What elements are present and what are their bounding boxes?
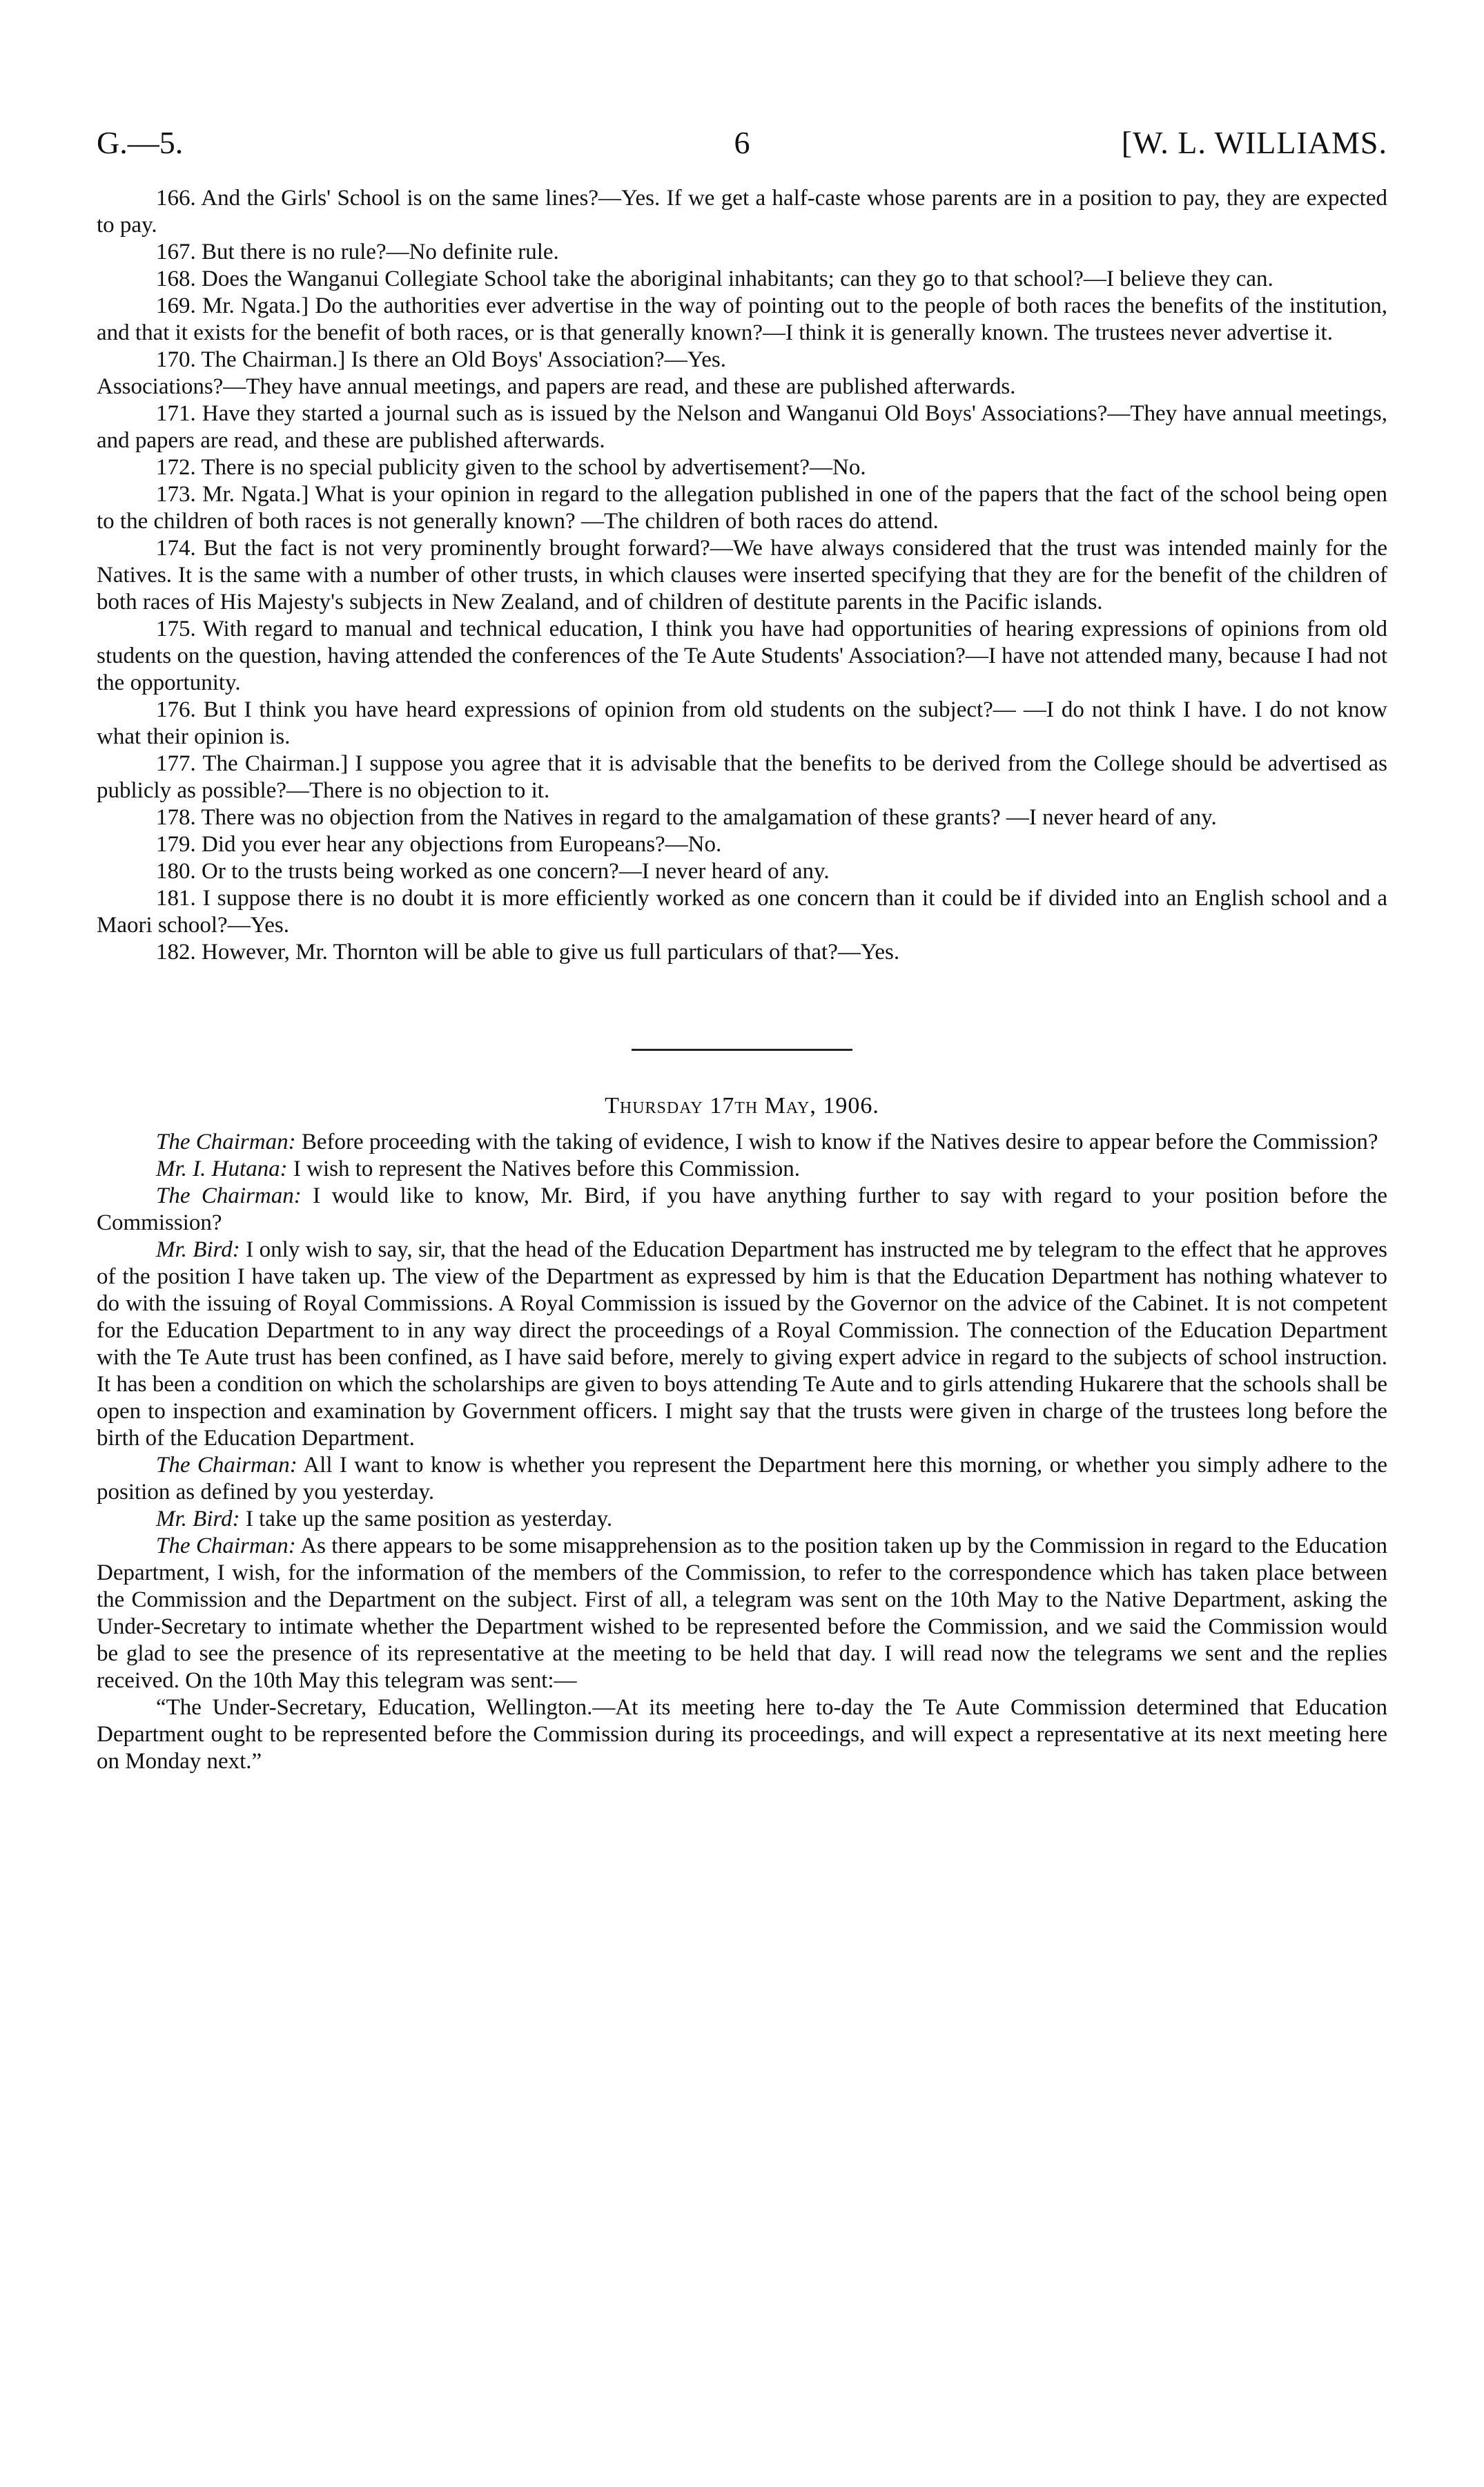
statement-text: I would like to know, Mr. Bird, if you have anything further to say with regard to your position before the Commission? [97, 1183, 1388, 1235]
question-172: 172. There is no special publicity given to the school by advertisement?—No. [156, 455, 866, 480]
statement [97, 1506, 1387, 1533]
speaker-name: The Chairman: [156, 1183, 302, 1208]
question-174: 174. But the fact is not very prominently brought forward?—We have always considered that the trust was intended mainly for the Natives. It is the same with a number of other trusts, in which clauses were inserted specifying that they are for the benefit of the children of both races of His Majesty's subjects in New Zealand, and of children of destitute parents in the Pacific islands. [97, 536, 1387, 615]
evidence-body [97, 185, 1387, 1775]
statement [97, 1237, 1387, 1452]
question-180: 180. Or to the trusts being worked as one concern?—I never heard of any. [156, 859, 830, 884]
date-heading: Thursday 17th May, 1906. [605, 1093, 879, 1119]
question-177: 177. The Chairman.] I suppose you agree that it is advisable that the benefits to be derived from the College should be advertised as publicly as possible?—There is no objection to it. [97, 751, 1387, 803]
question-167: 167. But there is no rule?—No definite rule. [156, 240, 559, 264]
speaker-name: Mr. Bird: [156, 1507, 240, 1531]
statement [97, 1183, 1387, 1237]
section-divider [632, 1049, 852, 1051]
speaker-name: Mr. I. Hutana: [156, 1157, 288, 1181]
speaker-name: The Chairman: [156, 1130, 296, 1154]
question-171: 171. Have they started a journal such as is issued by the Nelson and Wanganui Old Boys' Associations?—They have annual meetings, and papers are read, and these are published afterwards. [97, 401, 1387, 453]
statement-text: Before proceeding with the taking of evidence, I wish to know if the Natives desire to appear before the Commission? [295, 1130, 1378, 1154]
statement-text: I take up the same position as yesterday. [240, 1507, 613, 1531]
statement-text: As there appears to be some misapprehension as to the position taken up by the Commission in regard to the Education Department, I wish, for the information of the members of the Commission, to refer to the correspondence which has taken place between the Commission and the Department on the subject. First of all, a telegram was sent on the 10th May to the Native Department, asking the Under-Secretary to intimate whether the Department wished to be represented before the Commission, and we said the Commission would be glad to see the presence of its representative at the meeting to be held that day. I will read now the telegrams we sent and the replies received. On the 10th May this telegram was sent:— [97, 1533, 1387, 1693]
question-166: 166. And the Girls' School is on the same lines?—Yes. If we get a half-caste whose parents are in a position to pay, they are expected to pay. [97, 186, 1387, 238]
witness-name: [W. L. WILLIAMS. [1121, 125, 1387, 160]
question-168: 168. Does the Wanganui Collegiate School take the aboriginal inhabitants; can they go to that school?—I believe they can. [156, 267, 1273, 291]
telegram-quote: “The Under-Secretary, Education, Wellington.—At its meeting here to-day the Te Aute Commission determined that Education Department ought to be represented before the Commission during its proceedings, and will expect a representative at its next meeting here on Monday next.” [97, 1695, 1387, 1774]
statement-text: All I want to know is whether you represent the Department here this morning, or whether you simply adhere to the position as defined by you yesterday. [97, 1453, 1387, 1504]
stray-answer-line: Associations?—They have annual meetings, and papers are read, and these are published afterwards. [97, 374, 1016, 399]
document-reference: G.—5. [97, 125, 184, 160]
question-173: 173. Mr. Ngata.] What is your opinion in regard to the allegation published in one of the papers that the fact of the school being open to the children of both races is not generally known? —The children of both races do attend. [97, 482, 1387, 534]
document-page [97, 124, 1387, 1775]
speaker-name: Mr. Bird: [156, 1237, 240, 1262]
question-176: 176. But I think you have heard expressions of opinion from old students on the subject?— —I do not think I have. I do not know what their opinion is. [97, 697, 1387, 749]
page-header [97, 124, 1387, 166]
question-175: 175. With regard to manual and technical education, I think you have had opportunities of hearing expressions of opinions from old students on the question, having attended the conferences of the Te Aute Students' Association?—I have not attended many, because I had not the opportunity. [97, 617, 1387, 695]
page-number: 6 [734, 125, 750, 160]
statement [97, 1533, 1387, 1694]
question-170: 170. The Chairman.] Is there an Old Boys' Association?—Yes. [156, 347, 726, 372]
statement [97, 1156, 1387, 1183]
question-178: 178. There was no objection from the Natives in regard to the amalgamation of these grants? —I never heard of any. [156, 805, 1217, 830]
question-179: 179. Did you ever hear any objections from Europeans?—No. [156, 832, 722, 857]
question-182: 182. However, Mr. Thornton will be able to give us full particulars of that?—Yes. [156, 940, 900, 965]
question-181: 181. I suppose there is no doubt it is more efficiently worked as one concern than it could be if divided into an English school and a Maori school?—Yes. [97, 886, 1387, 938]
speaker-name: The Chairman: [156, 1453, 297, 1478]
statement-text: I only wish to say, sir, that the head of the Education Department has instructed me by telegram to the effect that he approves of the position I have taken up. The view of the Department as expressed by him is that the Education Department has nothing whatever to do with the issuing of Royal Commissions. A Royal Commission is issued by the Governor on the advice of the Cabinet. It is not competent for the Education Department to in any way direct the proceedings of a Royal Commission. The connection of the Education Department with the Te Aute trust has been confined, as I have said before, merely to giving expert advice in regard to the subjects of school instruction. It has been a condition on which the scholarships are given to boys attending Te Aute and to girls attending Hukarere that the schools shall be open to inspection and examination by Government officers. I might say that the trusts were given in charge of the trustees long before the birth of the Education Department. [97, 1237, 1388, 1451]
statement [97, 1129, 1387, 1156]
statement [97, 1452, 1387, 1506]
question-169: 169. Mr. Ngata.] Do the authorities ever advertise in the way of pointing out to the people of both races the benefits of the institution, and that it exists for the benefit of both races, or is that generally known?—I think it is generally known. The trustees never advertise it. [97, 293, 1387, 345]
speaker-name: The Chairman: [156, 1533, 296, 1558]
statement-text: I wish to represent the Natives before this Commission. [287, 1157, 801, 1181]
